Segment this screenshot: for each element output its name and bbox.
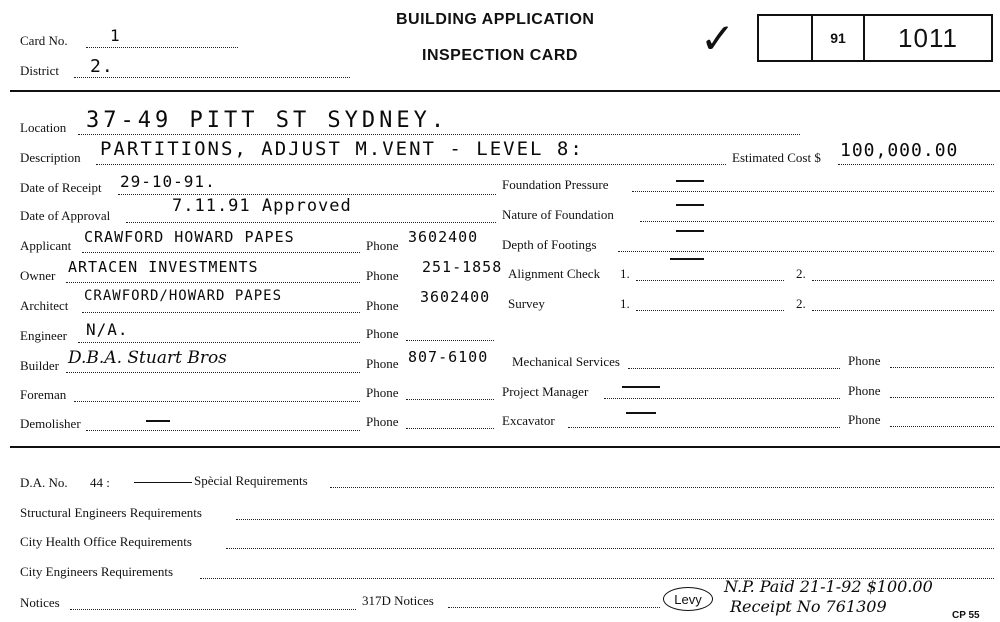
- owner-phone-value: 251-1858: [422, 258, 503, 276]
- divider-top: [10, 90, 1000, 92]
- foundation-pressure-dash: [676, 180, 704, 182]
- demolisher-line: [86, 430, 360, 431]
- date-approval-label: Date of Approval: [20, 208, 111, 223]
- engineer-value: N/A.: [86, 320, 129, 339]
- title-line2: INSPECTION CARD: [422, 47, 578, 64]
- engineer-phone-label: Phone: [366, 326, 399, 341]
- special-requirements-label: Spècial Requirements: [194, 473, 308, 488]
- payment-note-line1: N.P. Paid 21-1-92 $100.00: [724, 577, 933, 596]
- project-manager-dash: [622, 386, 660, 388]
- foreman-phone-label: Phone: [366, 385, 399, 400]
- applicant-value: CRAWFORD HOWARD PAPES: [84, 228, 295, 246]
- applicant-phone-label: Phone: [366, 238, 399, 253]
- date-receipt-line: [118, 194, 496, 195]
- architect-phone-value: 3602400: [420, 288, 491, 306]
- architect-label: Architect: [20, 298, 69, 313]
- engineer-label: Engineer: [20, 328, 67, 343]
- survey-num1: 1.: [620, 296, 630, 311]
- owner-value: ARTACEN INVESTMENTS: [68, 258, 259, 276]
- special-requirements-line: [330, 487, 994, 488]
- alignment-num1: 1.: [620, 266, 630, 281]
- applicant-label: Applicant: [20, 238, 72, 253]
- date-receipt-label: Date of Receipt: [20, 180, 102, 195]
- health-requirements-line: [226, 548, 994, 549]
- foreman-line: [74, 401, 360, 402]
- box-number: 1011: [898, 22, 958, 53]
- location-line: [78, 134, 800, 135]
- applicant-phone-value: 3602400: [408, 228, 479, 246]
- card-no-line: [86, 47, 238, 48]
- description-value: PARTITIONS, ADJUST M.VENT - LEVEL 8:: [100, 138, 584, 160]
- architect-phone-label: Phone: [366, 298, 399, 313]
- notices-line: [70, 609, 356, 610]
- payment-note-line2: Receipt No 761309: [730, 597, 887, 616]
- form-code: CP 55: [952, 610, 980, 621]
- checkmark-icon: ✓: [700, 14, 736, 63]
- owner-label: Owner: [20, 268, 56, 283]
- date-approval-line: [126, 222, 496, 223]
- district-value: 2.: [90, 56, 114, 77]
- architect-line: [82, 312, 360, 313]
- mechanical-line: [628, 368, 840, 369]
- estimated-cost-value: 100,000.00: [840, 140, 959, 161]
- excavator-dash: [626, 412, 656, 414]
- alignment-check-label: Alignment Check: [508, 266, 601, 281]
- description-line: [96, 164, 726, 165]
- da-no-dash: [134, 482, 192, 483]
- survey-line2: [812, 310, 994, 311]
- builder-label: Builder: [20, 358, 59, 373]
- city-engineers-label: City Engineers Requirements: [20, 564, 174, 579]
- nature-foundation-dash: [676, 204, 704, 206]
- card-no-value: 1: [110, 26, 121, 45]
- builder-value: D.B.A. Stuart Bros: [68, 348, 227, 368]
- owner-phone-label: Phone: [366, 268, 399, 283]
- levy-stamp: Levy: [663, 587, 713, 611]
- owner-line: [66, 282, 360, 283]
- project-manager-phone-label: Phone: [848, 383, 881, 398]
- excavator-line: [568, 427, 840, 428]
- mechanical-phone-line: [890, 367, 994, 368]
- card-no-label: Card No.: [20, 33, 68, 48]
- project-manager-label: Project Manager: [502, 384, 589, 399]
- demolisher-label: Demolisher: [20, 416, 81, 431]
- survey-line1: [636, 310, 784, 311]
- divider-bottom: [10, 446, 1000, 448]
- foreman-phone-line: [406, 399, 494, 400]
- project-manager-line: [604, 398, 840, 399]
- builder-phone-value: 807-6100: [408, 348, 489, 366]
- title-line1: BUILDING APPLICATION: [396, 11, 595, 28]
- applicant-line: [82, 252, 360, 253]
- da-no-label: D.A. No.: [20, 475, 68, 490]
- excavator-phone-line: [890, 426, 994, 427]
- survey-label: Survey: [508, 296, 545, 311]
- excavator-label: Excavator: [502, 413, 555, 428]
- box-code: 91: [813, 16, 865, 60]
- depth-footings-label: Depth of Footings: [502, 237, 597, 252]
- structural-requirements-line: [236, 519, 994, 520]
- demolisher-phone-label: Phone: [366, 414, 399, 429]
- notices-317d-label: 317D Notices: [362, 593, 434, 608]
- foreman-label: Foreman: [20, 387, 67, 402]
- district-label: District: [20, 63, 59, 78]
- description-label: Description: [20, 150, 81, 165]
- nature-foundation-label: Nature of Foundation: [502, 207, 614, 222]
- foundation-pressure-label: Foundation Pressure: [502, 177, 609, 192]
- nature-foundation-line: [640, 221, 994, 222]
- da-no-value: 44 :: [90, 475, 110, 490]
- depth-footings-dash: [676, 230, 704, 232]
- district-line: [74, 77, 350, 78]
- survey-num2: 2.: [796, 296, 806, 311]
- project-manager-phone-line: [890, 397, 994, 398]
- date-approval-value: 7.11.91 Approved: [172, 196, 352, 216]
- excavator-phone-label: Phone: [848, 412, 881, 427]
- mechanical-label: Mechanical Services: [512, 354, 620, 369]
- foundation-pressure-line: [632, 191, 994, 192]
- estimated-cost-label: Estimated Cost $: [732, 150, 821, 165]
- location-label: Location: [20, 120, 67, 135]
- blank-box: [759, 16, 813, 60]
- builder-phone-label: Phone: [366, 356, 399, 371]
- mechanical-phone-label: Phone: [848, 353, 881, 368]
- builder-line: [66, 372, 360, 373]
- alignment-num2: 2.: [796, 266, 806, 281]
- notices-label: Notices: [20, 595, 60, 610]
- depth-footings-line: [618, 251, 994, 252]
- alignment-line2: [812, 280, 994, 281]
- card-number-boxes: [757, 14, 993, 62]
- estimated-cost-line: [838, 164, 994, 165]
- engineer-line: [78, 342, 360, 343]
- alignment-dash: [670, 258, 704, 260]
- structural-requirements-label: Structural Engineers Requirements: [20, 505, 202, 520]
- date-receipt-value: 29-10-91.: [120, 172, 216, 191]
- demolisher-phone-line: [406, 428, 494, 429]
- notices-317d-line: [448, 607, 660, 608]
- location-value: 37-49 PITT ST SYDNEY.: [86, 108, 449, 133]
- alignment-line1: [636, 280, 784, 281]
- engineer-phone-line: [406, 340, 494, 341]
- health-requirements-label: City Health Office Requirements: [20, 534, 192, 549]
- demolisher-dash: [146, 420, 170, 422]
- architect-value: CRAWFORD/HOWARD PAPES: [84, 288, 283, 304]
